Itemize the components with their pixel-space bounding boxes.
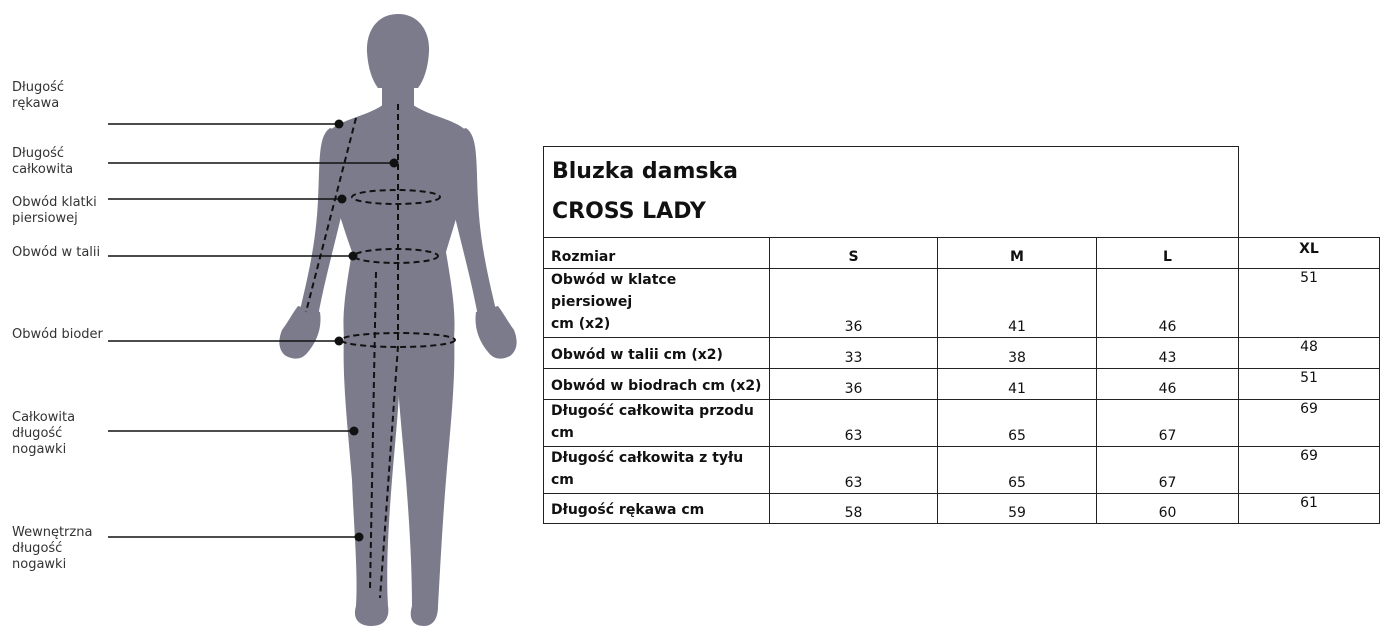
value-m: 59 xyxy=(938,494,1097,524)
row-label-line2: cm (x2) xyxy=(551,316,611,332)
value-l: 46 xyxy=(1097,369,1239,400)
label-leg-total: Całkowita długość nogawki xyxy=(12,410,76,457)
table-row xyxy=(544,494,1380,524)
product-title-line1: Bluzka damska xyxy=(552,159,739,184)
label-chest: Obwód klatki piersiowej xyxy=(12,195,97,226)
header-size-xl: XL xyxy=(1239,238,1380,269)
value-s: 33 xyxy=(770,338,938,369)
value-m: 65 xyxy=(938,447,1097,494)
row-label xyxy=(544,400,770,447)
value-m: 41 xyxy=(938,369,1097,400)
value-l: 60 xyxy=(1097,494,1239,524)
value-xl: 61 xyxy=(1239,494,1380,524)
header-size-m: M xyxy=(938,238,1097,269)
title-row xyxy=(544,147,1380,238)
value-xl: 48 xyxy=(1239,338,1380,369)
label-hips: Obwód bioder xyxy=(12,327,103,342)
value-xl: 51 xyxy=(1239,269,1380,338)
value-xl: 51 xyxy=(1239,369,1380,400)
value-l: 46 xyxy=(1097,269,1239,338)
body-measurement-figure xyxy=(0,0,540,639)
value-m: 65 xyxy=(938,400,1097,447)
row-label: Długość całkowita z tyłu cm xyxy=(544,447,770,494)
row-label-line1: Obwód w klatce piersiowej xyxy=(551,272,677,310)
table-row xyxy=(544,338,1380,369)
table-row xyxy=(544,369,1380,400)
value-l: 67 xyxy=(1097,400,1239,447)
table-row xyxy=(544,447,1380,494)
title-blank-cell xyxy=(1239,147,1380,238)
label-total-length: Długość całkowita xyxy=(12,146,74,177)
value-m: 41 xyxy=(938,269,1097,338)
table-row xyxy=(544,400,1380,447)
value-l: 67 xyxy=(1097,447,1239,494)
label-sleeve-length: Długość rękawa xyxy=(12,80,65,111)
product-title xyxy=(544,147,1239,238)
product-title-line2: CROSS LADY xyxy=(552,199,706,224)
value-xl: 69 xyxy=(1239,400,1380,447)
value-s: 58 xyxy=(770,494,938,524)
row-label xyxy=(544,269,770,338)
row-label-line1: Długość całkowita przodu xyxy=(551,403,754,419)
label-waist: Obwód w talii xyxy=(12,245,101,260)
header-size-label: Rozmiar xyxy=(544,238,770,269)
row-label: Obwód w talii cm (x2) xyxy=(544,338,770,369)
header-row xyxy=(544,238,1380,269)
row-label-line2: cm xyxy=(551,425,574,441)
value-xl: 69 xyxy=(1239,447,1380,494)
value-s: 63 xyxy=(770,400,938,447)
header-size-l: L xyxy=(1097,238,1239,269)
row-label: Długość rękawa cm xyxy=(544,494,770,524)
value-m: 38 xyxy=(938,338,1097,369)
value-s: 63 xyxy=(770,447,938,494)
size-chart-table xyxy=(543,146,1380,524)
value-l: 43 xyxy=(1097,338,1239,369)
row-label: Obwód w biodrach cm (x2) xyxy=(544,369,770,400)
header-size-s: S xyxy=(770,238,938,269)
value-s: 36 xyxy=(770,369,938,400)
table-row xyxy=(544,269,1380,338)
label-leg-inner: Wewnętrzna długość nogawki xyxy=(12,525,93,572)
value-s: 36 xyxy=(770,269,938,338)
